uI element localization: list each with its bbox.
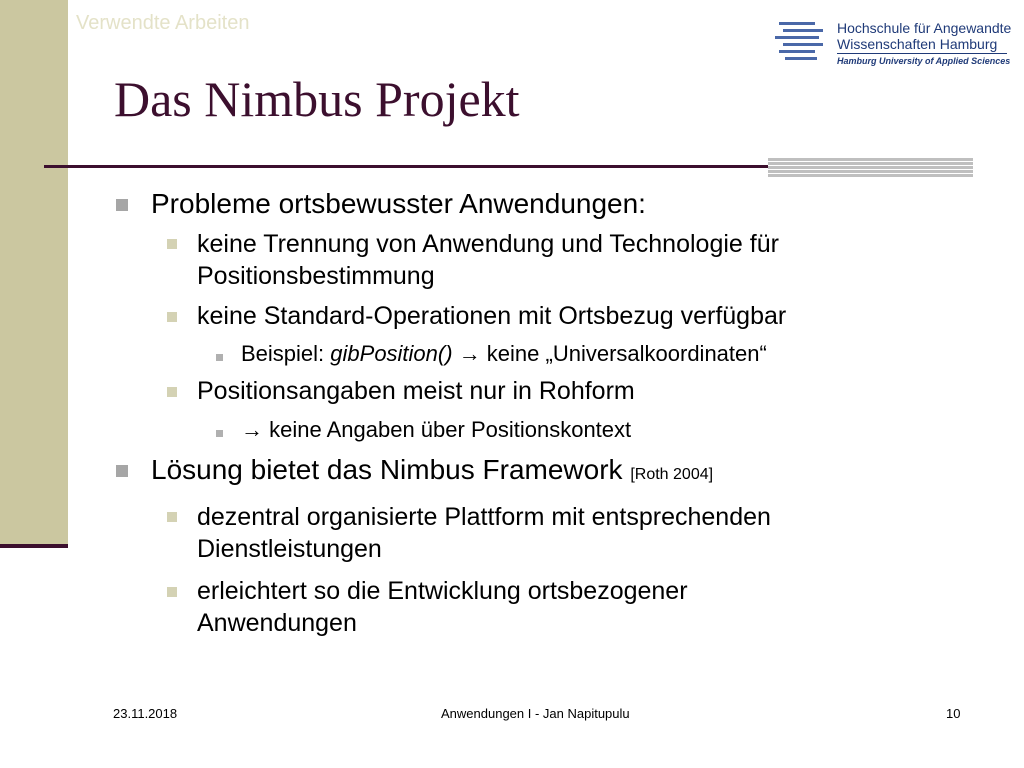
bullet-level1 xyxy=(116,199,128,211)
example-code: gibPosition() xyxy=(330,341,453,366)
bullet-decentralized-line1: dezentral organisierte Plattform mit entsprechenden xyxy=(197,503,771,531)
bullet-no-separation-line1: keine Trennung von Anwendung und Technologie für xyxy=(197,230,779,258)
footer-page-number: 10 xyxy=(946,706,961,721)
bullet-problems: Probleme ortsbewusster Anwendungen: xyxy=(151,188,646,219)
footer-center: Anwendungen I - Jan Napitupulu xyxy=(441,706,630,721)
arrow-icon: → xyxy=(241,417,263,442)
bullet-level3 xyxy=(216,354,223,361)
logo-text-line1: Hochschule für Angewandte xyxy=(837,20,1012,36)
bullet-example xyxy=(241,341,767,367)
logo-text-line3: Hamburg University of Applied Sciences xyxy=(837,56,1011,66)
bullet-no-separation xyxy=(197,228,779,292)
bullet-eases-development-line2: Anwendungen xyxy=(197,609,357,637)
bullet-level3 xyxy=(216,430,223,437)
bullet-eases-development-line1: erleichtert so die Entwicklung ortsbezogener xyxy=(197,577,688,605)
bullet-no-context xyxy=(241,417,631,443)
bullet-level1 xyxy=(116,465,128,477)
footer-date: 23.11.2018 xyxy=(113,706,178,721)
bullet-solution xyxy=(151,454,713,486)
bullet-level2 xyxy=(167,587,177,597)
left-decor-bar xyxy=(0,0,68,545)
arrow-icon: → xyxy=(458,341,481,366)
example-suffix: keine „Universalkoordinaten“ xyxy=(480,341,767,366)
left-decor-underline xyxy=(0,544,68,548)
bullet-raw-positions: Positionsangaben meist nur in Rohform xyxy=(197,377,635,405)
bullet-level2 xyxy=(167,512,177,522)
citation: [Roth 2004] xyxy=(630,466,714,483)
university-logo xyxy=(775,20,1020,70)
bullet-level2 xyxy=(167,312,177,322)
bullet-level2 xyxy=(167,387,177,397)
bullet-level2 xyxy=(167,239,177,249)
title-rule-accent xyxy=(768,158,973,178)
bullet-no-separation-line2: Positionsbestimmung xyxy=(197,262,435,290)
logo-text-line2: Wissenschaften Hamburg xyxy=(837,36,998,52)
slide-title: Das Nimbus Projekt xyxy=(114,71,520,127)
bullet-decentralized xyxy=(197,501,771,565)
bullet-decentralized-line2: Dienstleistungen xyxy=(197,535,382,563)
no-context-text: keine Angaben über Positionskontext xyxy=(263,417,632,442)
bullet-eases-development xyxy=(197,575,688,639)
title-rule xyxy=(44,165,774,168)
logo-divider xyxy=(837,53,1007,54)
bullet-no-standard-ops: keine Standard-Operationen mit Ortsbezug verfügbar xyxy=(197,302,787,330)
solution-text: Lösung bietet das Nimbus Framework xyxy=(151,454,631,485)
example-prefix: Beispiel: xyxy=(241,341,331,366)
section-label: Verwendte Arbeiten xyxy=(76,12,250,34)
